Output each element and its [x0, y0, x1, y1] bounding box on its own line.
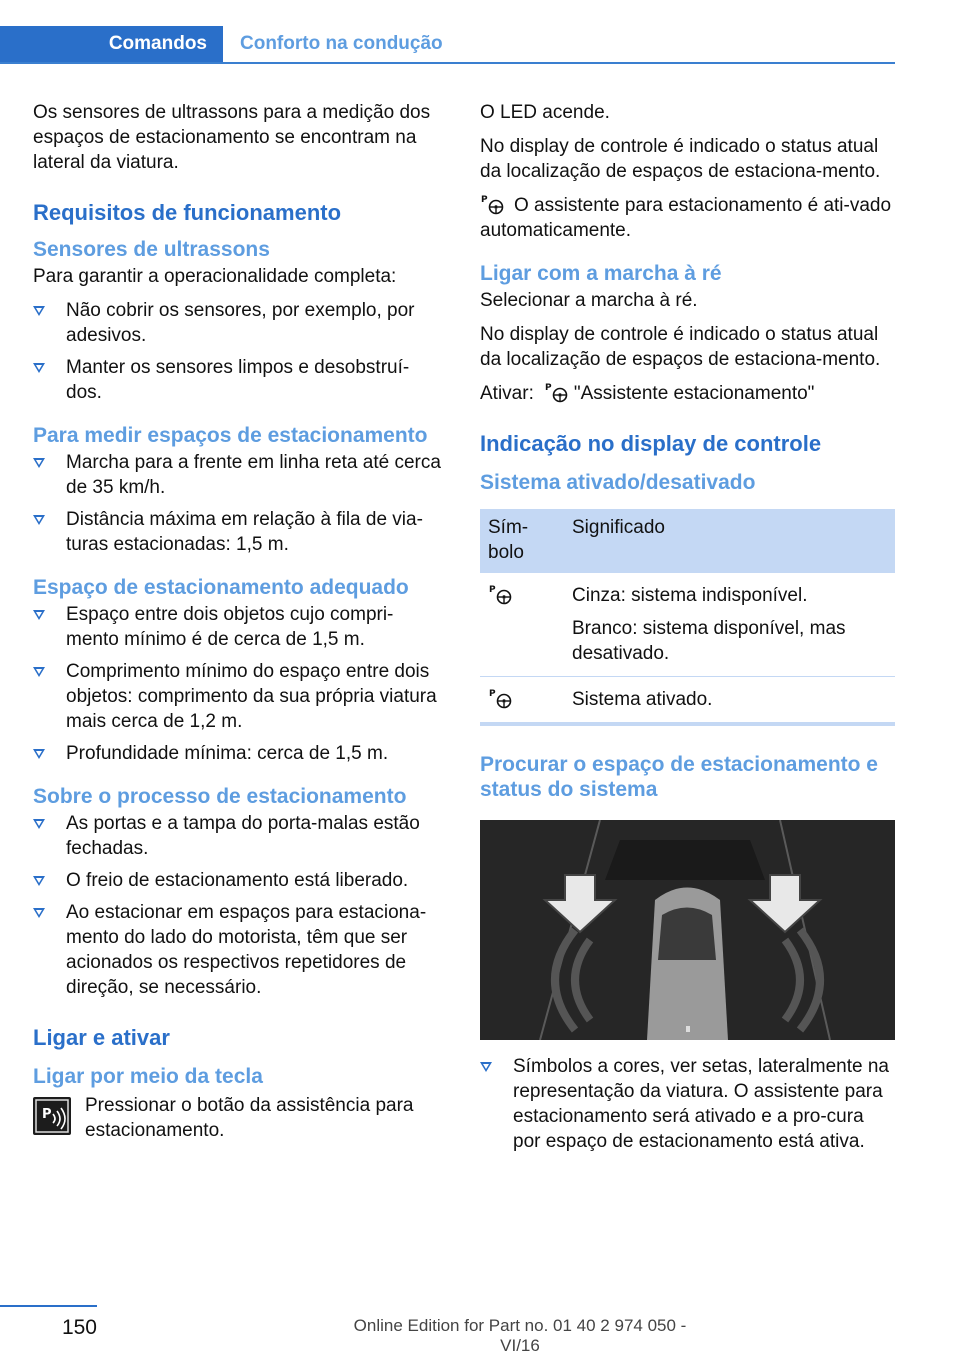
list-item: Manter os sensores limpos e desobstruí-dos.: [33, 355, 445, 405]
space-list: [33, 602, 445, 766]
activate-heading: Ligar e ativar: [33, 1025, 170, 1050]
table-header-row: [480, 509, 895, 573]
list-item: As portas e a tampa do porta-malas estão fechadas.: [33, 811, 445, 861]
section-tab[interactable]: Comandos: [0, 26, 223, 62]
button-instruction: [33, 1093, 445, 1143]
list-item: O freio de estacionamento está liberado.: [33, 868, 445, 893]
triangle-bullet-icon: [33, 610, 45, 620]
button-text: Pressionar o botão da assistência para estacionamento.: [85, 1095, 414, 1141]
system-heading: Sistema ativado/desativado: [480, 471, 756, 494]
measure-list: [33, 450, 445, 557]
parking-assistant-icon: [480, 193, 506, 215]
list-item: Comprimento mínimo do espaço entre dois objetos: comprimento da sua própria viatura mais cerca de 1,2 m.: [33, 659, 445, 734]
list-item: Profundidade mínima: cerca de 1,5 m.: [33, 741, 445, 766]
space-heading: Espaço de estacionamento adequado: [33, 576, 409, 599]
triangle-bullet-icon: [33, 876, 45, 886]
search-list: [480, 1054, 895, 1154]
table-row: [480, 573, 895, 677]
process-list: [33, 811, 445, 1000]
auto-activate-text: O assistente para estacionamento é ati-vado automaticamente.: [480, 195, 892, 241]
subsection-tab[interactable]: Conforto na condução: [240, 33, 443, 54]
meaning-column-header: Significado: [564, 509, 895, 573]
list-item: Espaço entre dois objetos cujo compri-mento mínimo é de cerca de 1,5 m.: [33, 602, 445, 652]
measure-heading: Para medir espaços de estacionamento: [33, 424, 428, 447]
right-column: [480, 100, 895, 1161]
sensors-heading: Sensores de ultrassons: [33, 238, 270, 261]
intro-paragraph: Os sensores de ultrassons para a medição dos espaços de estacionamento se encontram na lateral da viatura.: [33, 102, 431, 173]
sensors-text: Para garantir a operacionalidade completa:: [33, 266, 397, 287]
led-text: O LED acende.: [480, 102, 610, 123]
row1-meaning-b: Branco: sistema disponível, mas desativado.: [572, 618, 846, 664]
row2-meaning: Sistema ativado.: [572, 689, 713, 710]
symbol-column-header: Sím-bolo: [480, 509, 564, 573]
page-number-divider: [0, 1305, 97, 1307]
row1-meaning-a: Cinza: sistema indisponível.: [572, 585, 808, 606]
triangle-bullet-icon: [33, 363, 45, 373]
page-number: 150: [61, 1316, 97, 1339]
requirements-heading: Requisitos de funcionamento: [33, 200, 342, 225]
triangle-bullet-icon: [480, 1062, 492, 1072]
triangle-bullet-icon: [33, 515, 45, 525]
parking-assistant-inactive-icon: [488, 583, 514, 605]
left-column: [33, 100, 445, 1152]
list-item: Ao estacionar em espaços para estaciona-mento do lado do motorista, têm que ser acionados os respectivos repetidores de direção, se necessário.: [33, 900, 445, 1000]
process-heading: Sobre o processo de estacionamento: [33, 785, 407, 808]
display-text: No display de controle é indicado o status atual da localização de espaços de estaciona-mento.: [480, 136, 881, 182]
search-heading: Procurar o espaço de estacionamento e status do sistema: [480, 753, 878, 801]
parking-assist-button-icon: [33, 1097, 71, 1135]
triangle-bullet-icon: [33, 667, 45, 677]
svg-text:P: P: [42, 1107, 52, 1122]
triangle-bullet-icon: [33, 306, 45, 316]
parking-assistant-active-icon: [488, 687, 514, 709]
parking-assistant-icon: [544, 381, 570, 403]
table-row: [480, 677, 895, 725]
symbol-table: [480, 509, 895, 726]
sensors-list: [33, 298, 445, 405]
triangle-bullet-icon: [33, 749, 45, 759]
triangle-bullet-icon: [33, 819, 45, 829]
list-item: Símbolos a cores, ver setas, lateralmente na representação da viatura. O assistente para estacionamento será ativado e a pro-cura por espaço de estacionamento está ativa.: [480, 1054, 895, 1154]
list-item: Não cobrir os sensores, por exemplo, por adesivos.: [33, 298, 445, 348]
triangle-bullet-icon: [33, 458, 45, 468]
indication-heading: Indicação no display de controle: [480, 431, 822, 456]
button-heading: Ligar por meio da tecla: [33, 1065, 263, 1088]
parking-display-image: [480, 820, 895, 1040]
activate-instruction: Ativar: "Assistente estacionamento": [480, 383, 815, 404]
triangle-bullet-icon: [33, 908, 45, 918]
edition-footer: Online Edition for Part no. 01 40 2 974 050 - VI/16: [353, 1316, 687, 1355]
list-item: Marcha para a frente em linha reta até cerca de 35 km/h.: [33, 450, 445, 500]
reverse-display-text: No display de controle é indicado o status atual da localização de espaços de estaciona-mento.: [480, 324, 881, 370]
reverse-heading: Ligar com a marcha à ré: [480, 262, 722, 285]
reverse-text: Selecionar a marcha à ré.: [480, 290, 698, 311]
list-item: Distância máxima em relação à fila de via-turas estacionadas: 1,5 m.: [33, 507, 445, 557]
page-header: [0, 26, 895, 64]
